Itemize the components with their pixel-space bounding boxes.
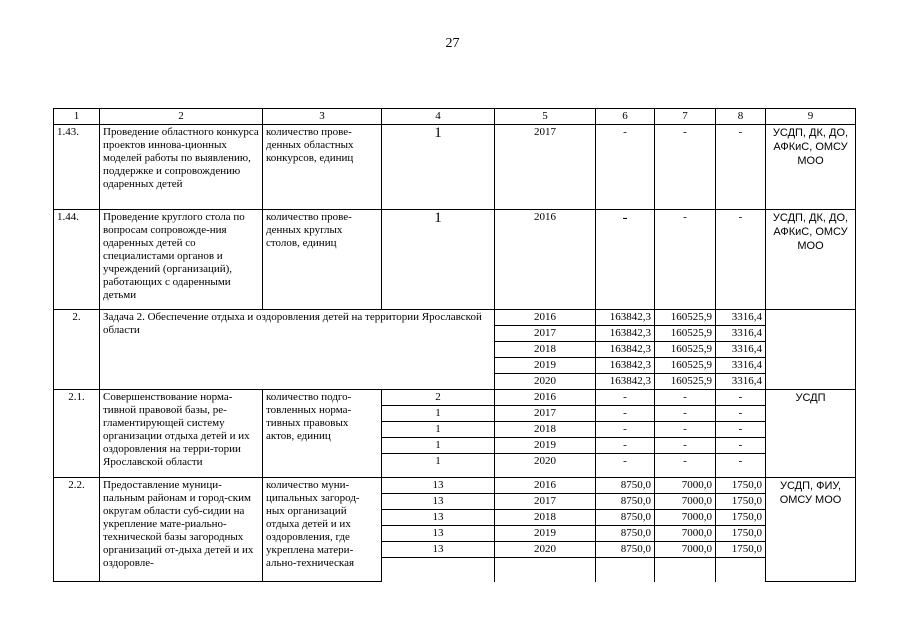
executors-cell: УСДП [766, 390, 856, 478]
column-number-row [54, 109, 856, 125]
column-number: 7 [655, 109, 716, 125]
amount-cell: - [596, 210, 655, 310]
year-cell: 2018 [495, 510, 596, 526]
amount-cell: 3316,4 [716, 326, 766, 342]
indicator-value: 1 [382, 406, 495, 422]
amount-cell: - [596, 125, 655, 210]
year-cell: 2016 [495, 310, 596, 326]
amount-cell: - [596, 406, 655, 422]
column-number: 1 [54, 109, 100, 125]
activity-text: Проведение круглого стола по вопросам сопровожде-ния одаренных детей со специалистами органов и учреждений (организаций), работающих с одаренными детьми [100, 210, 263, 310]
amount-cell: 8750,0 [596, 494, 655, 510]
indicator-value: 13 [382, 510, 495, 526]
indicator-text: количество прове-денных круглых столов, единиц [263, 210, 382, 310]
column-number: 2 [100, 109, 263, 125]
page-number: 27 [445, 36, 460, 51]
year-cell: 2019 [495, 526, 596, 542]
amount-cell: - [716, 438, 766, 454]
column-number: 6 [596, 109, 655, 125]
amount-cell: - [716, 390, 766, 406]
amount-cell: - [716, 422, 766, 438]
indicator-text: количество муни-ципальных загород-ных организаций отдыха детей и их оздоровления, где укреплена матери-ально-техническая [263, 478, 382, 582]
executors-cell: УСДП, ДК, ДО, АФКиС, ОМСУ МОО [766, 210, 856, 310]
empty-cell [495, 558, 596, 582]
amount-cell: - [655, 438, 716, 454]
executors-cell [766, 310, 856, 390]
indicator-value: 1 [382, 438, 495, 454]
indicator-value: 13 [382, 542, 495, 558]
amount-cell: 163842,3 [596, 310, 655, 326]
amount-cell: - [716, 210, 766, 310]
indicator-value: 13 [382, 526, 495, 542]
amount-cell: 1750,0 [716, 542, 766, 558]
year-cell: 2016 [495, 210, 596, 310]
amount-cell: 3316,4 [716, 358, 766, 374]
amount-cell: - [655, 125, 716, 210]
amount-cell: - [716, 454, 766, 478]
column-number: 5 [495, 109, 596, 125]
table-row [54, 210, 856, 310]
table-row [54, 125, 856, 210]
indicator-value: 2 [382, 390, 495, 406]
year-cell: 2020 [495, 454, 596, 478]
amount-cell: - [716, 125, 766, 210]
amount-cell: - [655, 406, 716, 422]
amount-cell: - [655, 390, 716, 406]
column-number: 8 [716, 109, 766, 125]
amount-cell: - [596, 390, 655, 406]
amount-cell: - [596, 438, 655, 454]
amount-cell: 160525,9 [655, 358, 716, 374]
amount-cell: 163842,3 [596, 342, 655, 358]
amount-cell: - [716, 406, 766, 422]
empty-cell [596, 558, 655, 582]
column-number: 9 [766, 109, 856, 125]
amount-cell: 8750,0 [596, 510, 655, 526]
indicator-value: 13 [382, 478, 495, 494]
amount-cell: 160525,9 [655, 310, 716, 326]
year-cell: 2016 [495, 390, 596, 406]
year-cell: 2019 [495, 358, 596, 374]
amount-cell: 1750,0 [716, 494, 766, 510]
amount-cell: 160525,9 [655, 326, 716, 342]
amount-cell: 1750,0 [716, 510, 766, 526]
amount-cell: 8750,0 [596, 542, 655, 558]
activity-text: Проведение областного конкурса проектов иннова-ционных моделей работы по выявлению, поддержке и сопровождению одаренных детей [100, 125, 263, 210]
column-number: 4 [382, 109, 495, 125]
program-table [53, 108, 856, 582]
indicator-value: 1 [382, 125, 495, 210]
amount-cell: 8750,0 [596, 526, 655, 542]
indicator-value: 1 [382, 454, 495, 478]
indicator-value: 13 [382, 494, 495, 510]
amount-cell: 1750,0 [716, 526, 766, 542]
indicator-value: 1 [382, 422, 495, 438]
amount-cell: 7000,0 [655, 494, 716, 510]
year-cell: 2017 [495, 125, 596, 210]
year-cell: 2020 [495, 542, 596, 558]
year-cell: 2018 [495, 422, 596, 438]
row-number: 1.44. [54, 210, 100, 310]
amount-cell: - [596, 454, 655, 478]
row-number: 2.2. [54, 478, 100, 582]
year-cell: 2019 [495, 438, 596, 454]
table-row [54, 390, 856, 406]
amount-cell: 160525,9 [655, 342, 716, 358]
row-number: 2.1. [54, 390, 100, 478]
executors-cell: УСДП, ФИУ, ОМСУ МОО [766, 478, 856, 582]
amount-cell: - [655, 454, 716, 478]
year-cell: 2017 [495, 406, 596, 422]
amount-cell: - [655, 422, 716, 438]
year-cell: 2017 [495, 494, 596, 510]
row-number: 2. [54, 310, 100, 390]
year-cell: 2018 [495, 342, 596, 358]
amount-cell: 8750,0 [596, 478, 655, 494]
amount-cell: 7000,0 [655, 542, 716, 558]
amount-cell: - [596, 422, 655, 438]
amount-cell: 7000,0 [655, 526, 716, 542]
task-title: Задача 2. Обеспечение отдыха и оздоровления детей на территории Ярославской области [100, 310, 495, 390]
column-number: 3 [263, 109, 382, 125]
year-cell: 2020 [495, 374, 596, 390]
activity-text: Совершенствование норма-тивной правовой базы, ре-гламентирующей систему организации отдыха детей и их оздоровления на терри-тории Ярославской области [100, 390, 263, 478]
amount-cell: 7000,0 [655, 478, 716, 494]
empty-cell [716, 558, 766, 582]
amount-cell: - [655, 210, 716, 310]
amount-cell: 3316,4 [716, 342, 766, 358]
indicator-text: количество подго-товленных норма-тивных правовых актов, единиц [263, 390, 382, 478]
amount-cell: 160525,9 [655, 374, 716, 390]
table-row [54, 310, 856, 326]
activity-text: Предоставление муници-пальным районам и город-ским округам области суб-сидии на укрепление мате-риально-технической базы загородных организаций от-дыха детей и их оздоровле- [100, 478, 263, 582]
amount-cell: 163842,3 [596, 374, 655, 390]
empty-cell [655, 558, 716, 582]
amount-cell: 163842,3 [596, 358, 655, 374]
amount-cell: 163842,3 [596, 326, 655, 342]
empty-cell [382, 558, 495, 582]
year-cell: 2016 [495, 478, 596, 494]
table-row [54, 478, 856, 494]
amount-cell: 1750,0 [716, 478, 766, 494]
year-cell: 2017 [495, 326, 596, 342]
indicator-text: количество прове-денных областных конкурсов, единиц [263, 125, 382, 210]
executors-cell: УСДП, ДК, ДО, АФКиС, ОМСУ МОО [766, 125, 856, 210]
amount-cell: 3316,4 [716, 374, 766, 390]
row-number: 1.43. [54, 125, 100, 210]
amount-cell: 3316,4 [716, 310, 766, 326]
amount-cell: 7000,0 [655, 510, 716, 526]
indicator-value: 1 [382, 210, 495, 310]
